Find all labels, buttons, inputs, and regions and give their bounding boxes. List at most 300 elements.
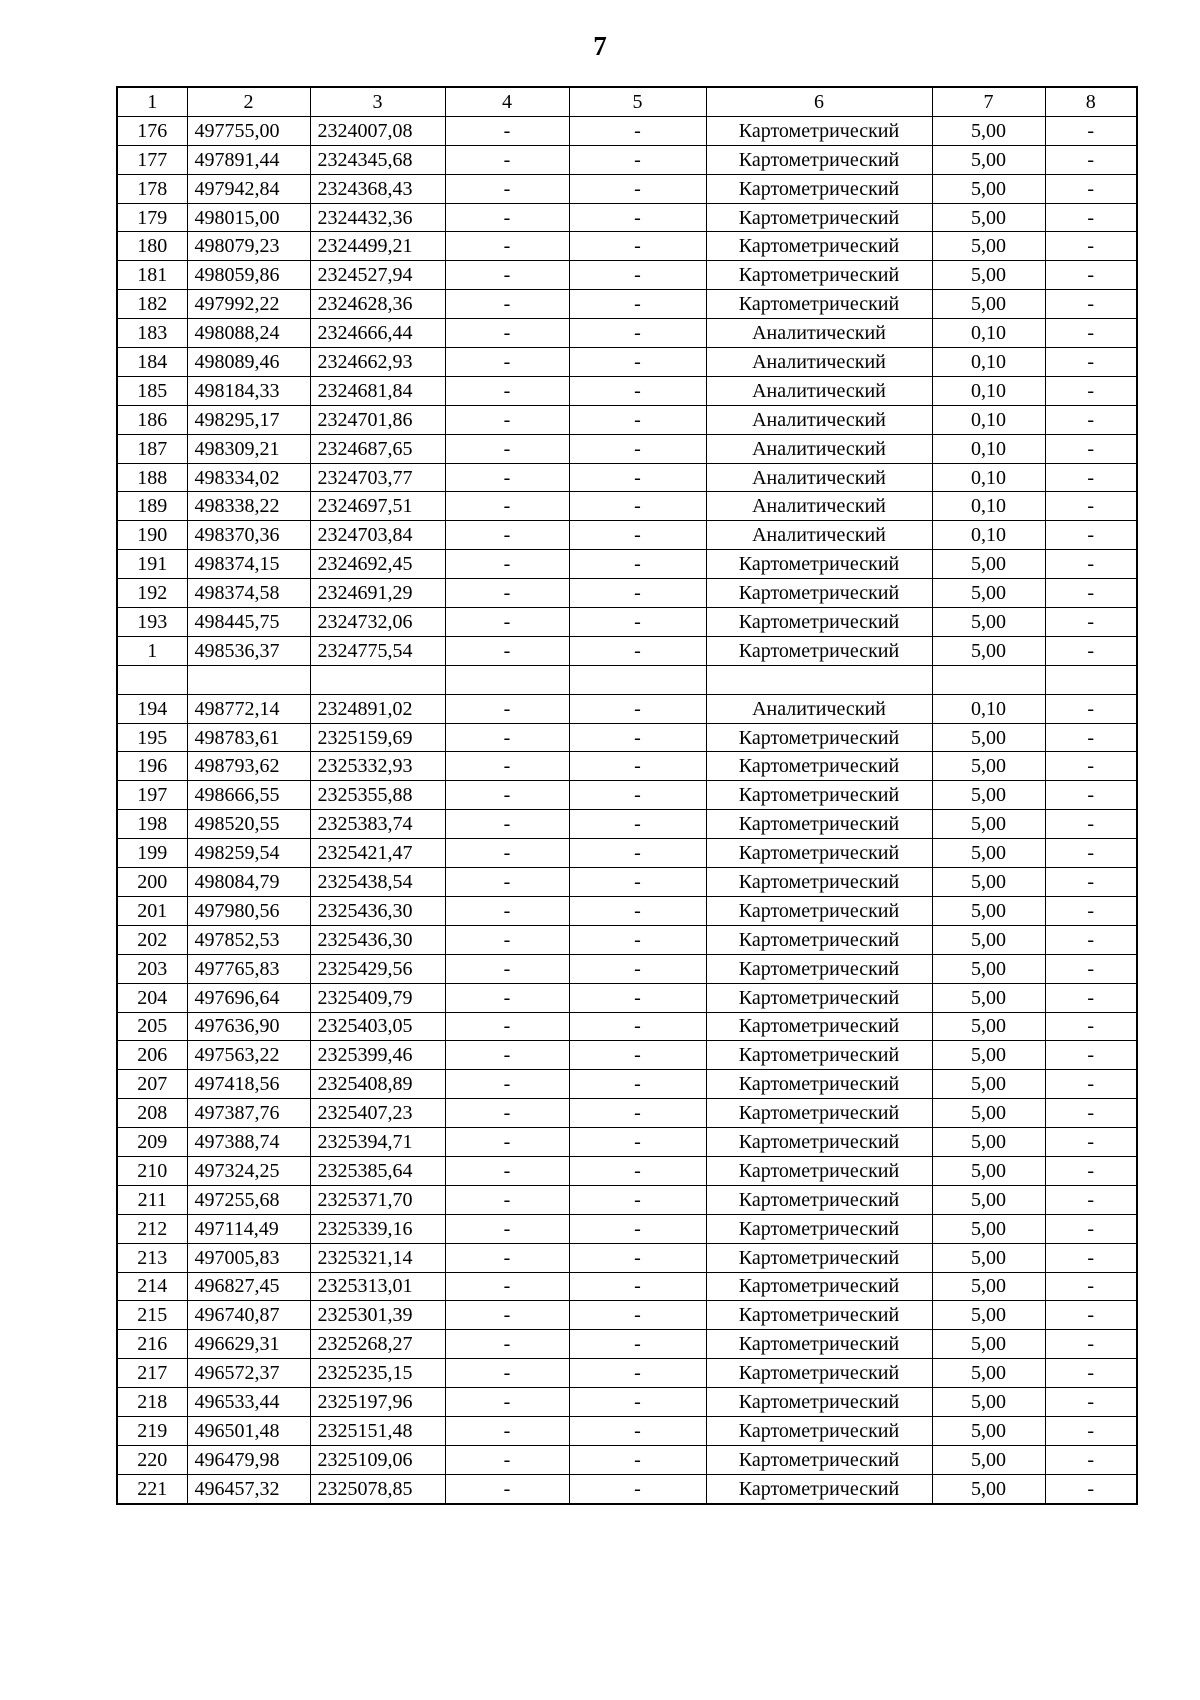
method-cell: Картометрический — [706, 1301, 932, 1330]
col-5-cell: - — [569, 376, 706, 405]
accuracy-cell: 5,00 — [932, 1214, 1045, 1243]
method-cell: Картометрический — [706, 1185, 932, 1214]
col-4-cell: - — [445, 694, 569, 723]
coord-x-cell: 498079,23 — [187, 232, 310, 261]
accuracy-cell: 5,00 — [932, 608, 1045, 637]
col-8-cell: - — [1045, 405, 1137, 434]
accuracy-cell: 5,00 — [932, 550, 1045, 579]
point-number-cell: 193 — [117, 608, 187, 637]
method-cell: Картометрический — [706, 145, 932, 174]
point-number-cell: 177 — [117, 145, 187, 174]
coord-x-cell: 496629,31 — [187, 1330, 310, 1359]
table-row — [117, 1070, 1137, 1099]
accuracy-cell: 5,00 — [932, 1388, 1045, 1417]
method-cell: Аналитический — [706, 463, 932, 492]
coordinates-table — [116, 86, 1138, 1505]
col-5-cell: - — [569, 116, 706, 145]
method-cell: Картометрический — [706, 1474, 932, 1503]
table-row — [117, 1301, 1137, 1330]
col-5-cell: - — [569, 810, 706, 839]
coord-y-cell: 2324007,08 — [310, 116, 445, 145]
method-cell: Аналитический — [706, 434, 932, 463]
col-4-cell: - — [445, 319, 569, 348]
accuracy-cell: 5,00 — [932, 232, 1045, 261]
accuracy-cell: 5,00 — [932, 636, 1045, 665]
col-8-cell: - — [1045, 694, 1137, 723]
table-row — [117, 348, 1137, 377]
col-8-cell: - — [1045, 839, 1137, 868]
col-8-cell: - — [1045, 261, 1137, 290]
coord-x-cell: 498089,46 — [187, 348, 310, 377]
col-4-cell: - — [445, 1445, 569, 1474]
col-4-cell: - — [445, 203, 569, 232]
col-5-cell — [569, 665, 706, 694]
method-cell: Картометрический — [706, 550, 932, 579]
accuracy-cell: 5,00 — [932, 1070, 1045, 1099]
table-body — [117, 87, 1137, 1504]
col-4-cell: - — [445, 636, 569, 665]
point-number-cell — [117, 665, 187, 694]
col-5-cell: - — [569, 1330, 706, 1359]
col-8-cell: - — [1045, 1128, 1137, 1157]
point-number-cell: 211 — [117, 1185, 187, 1214]
coord-x-cell: 498084,79 — [187, 868, 310, 897]
col-5-cell: - — [569, 1388, 706, 1417]
point-number-cell: 180 — [117, 232, 187, 261]
coord-y-cell: 2325394,71 — [310, 1128, 445, 1157]
col-4-cell: - — [445, 492, 569, 521]
table-row — [117, 608, 1137, 637]
col-8-cell: - — [1045, 1070, 1137, 1099]
coord-y-cell: 2325408,89 — [310, 1070, 445, 1099]
table-row — [117, 579, 1137, 608]
method-cell: Картометрический — [706, 1445, 932, 1474]
coord-y-cell: 2325438,54 — [310, 868, 445, 897]
coord-y-cell: 2325235,15 — [310, 1359, 445, 1388]
col-4-cell: - — [445, 810, 569, 839]
coord-y-cell: 2324703,84 — [310, 521, 445, 550]
point-number-cell: 207 — [117, 1070, 187, 1099]
coord-x-cell: 498374,15 — [187, 550, 310, 579]
col-5-cell: - — [569, 463, 706, 492]
coord-y-cell: 2324662,93 — [310, 348, 445, 377]
accuracy-cell: 5,00 — [932, 1272, 1045, 1301]
coord-x-cell: 496457,32 — [187, 1474, 310, 1503]
table-row — [117, 290, 1137, 319]
col-8-cell: - — [1045, 896, 1137, 925]
coord-x-cell: 498772,14 — [187, 694, 310, 723]
col-8-cell: - — [1045, 1012, 1137, 1041]
method-cell: Картометрический — [706, 810, 932, 839]
col-5-cell: - — [569, 1243, 706, 1272]
col-5-cell: - — [569, 203, 706, 232]
col-4-cell: - — [445, 868, 569, 897]
col-8-cell: - — [1045, 550, 1137, 579]
col-4-cell — [445, 665, 569, 694]
coord-y-cell: 2325371,70 — [310, 1185, 445, 1214]
table-row — [117, 1012, 1137, 1041]
col-5-cell: - — [569, 145, 706, 174]
method-cell: Аналитический — [706, 521, 932, 550]
coord-y-cell: 2325151,48 — [310, 1416, 445, 1445]
coord-y-cell: 2324687,65 — [310, 434, 445, 463]
col-5-cell: - — [569, 1185, 706, 1214]
coord-x-cell: 496501,48 — [187, 1416, 310, 1445]
col-8-cell: - — [1045, 434, 1137, 463]
col-8-cell: - — [1045, 145, 1137, 174]
col-4-cell: - — [445, 1156, 569, 1185]
col-4-cell: - — [445, 376, 569, 405]
coord-x-cell: 497388,74 — [187, 1128, 310, 1157]
coord-y-cell: 2324775,54 — [310, 636, 445, 665]
method-cell: Картометрический — [706, 232, 932, 261]
table-row — [117, 1214, 1137, 1243]
col-4-cell: - — [445, 1243, 569, 1272]
method-cell: Картометрический — [706, 1041, 932, 1070]
col-4-cell: - — [445, 723, 569, 752]
method-cell: Картометрический — [706, 1128, 932, 1157]
point-number-cell: 194 — [117, 694, 187, 723]
accuracy-cell: 5,00 — [932, 1416, 1045, 1445]
coord-y-cell: 2325429,56 — [310, 954, 445, 983]
accuracy-cell: 5,00 — [932, 290, 1045, 319]
accuracy-cell: 5,00 — [932, 1243, 1045, 1272]
method-cell: Аналитический — [706, 376, 932, 405]
col-8-cell: - — [1045, 174, 1137, 203]
col-5-cell: - — [569, 1041, 706, 1070]
method-cell: Картометрический — [706, 983, 932, 1012]
col-4-cell: - — [445, 1099, 569, 1128]
col-4-cell: - — [445, 1012, 569, 1041]
method-cell: Картометрический — [706, 1214, 932, 1243]
coord-x-cell: 496479,98 — [187, 1445, 310, 1474]
coord-x-cell: 498184,33 — [187, 376, 310, 405]
accuracy-cell: 5,00 — [932, 116, 1045, 145]
accuracy-cell: 5,00 — [932, 839, 1045, 868]
col-4-cell: - — [445, 1214, 569, 1243]
method-cell: Картометрический — [706, 1359, 932, 1388]
coord-y-cell: 2325332,93 — [310, 752, 445, 781]
col-8-cell: - — [1045, 1330, 1137, 1359]
table-row — [117, 145, 1137, 174]
accuracy-cell: 0,10 — [932, 492, 1045, 521]
col-8-cell: - — [1045, 376, 1137, 405]
coord-y-cell: 2324703,77 — [310, 463, 445, 492]
column-header: 3 — [310, 87, 445, 116]
accuracy-cell: 5,00 — [932, 203, 1045, 232]
accuracy-cell: 5,00 — [932, 579, 1045, 608]
accuracy-cell: 5,00 — [932, 896, 1045, 925]
col-4-cell: - — [445, 463, 569, 492]
coord-x-cell: 497005,83 — [187, 1243, 310, 1272]
table-row — [117, 1243, 1137, 1272]
table-row — [117, 723, 1137, 752]
col-5-cell: - — [569, 1214, 706, 1243]
point-number-cell: 196 — [117, 752, 187, 781]
coord-y-cell: 2325197,96 — [310, 1388, 445, 1417]
col-8-cell — [1045, 665, 1137, 694]
accuracy-cell: 0,10 — [932, 694, 1045, 723]
accuracy-cell: 5,00 — [932, 1099, 1045, 1128]
col-4-cell: - — [445, 1301, 569, 1330]
method-cell — [706, 665, 932, 694]
coord-y-cell: 2324666,44 — [310, 319, 445, 348]
table-row — [117, 376, 1137, 405]
col-5-cell: - — [569, 1128, 706, 1157]
table-row — [117, 261, 1137, 290]
coord-y-cell: 2325301,39 — [310, 1301, 445, 1330]
point-number-cell: 187 — [117, 434, 187, 463]
accuracy-cell: 5,00 — [932, 925, 1045, 954]
col-8-cell: - — [1045, 232, 1137, 261]
col-8-cell: - — [1045, 1474, 1137, 1503]
method-cell: Картометрический — [706, 1099, 932, 1128]
col-5-cell: - — [569, 1445, 706, 1474]
accuracy-cell: 5,00 — [932, 1474, 1045, 1503]
point-number-cell: 192 — [117, 579, 187, 608]
point-number-cell: 220 — [117, 1445, 187, 1474]
method-cell: Картометрический — [706, 203, 932, 232]
accuracy-cell: 5,00 — [932, 781, 1045, 810]
col-4-cell: - — [445, 116, 569, 145]
col-5-cell: - — [569, 608, 706, 637]
column-header: 4 — [445, 87, 569, 116]
col-5-cell: - — [569, 434, 706, 463]
coord-x-cell: 498445,75 — [187, 608, 310, 637]
column-header: 1 — [117, 87, 187, 116]
table-row — [117, 752, 1137, 781]
col-4-cell: - — [445, 521, 569, 550]
table-row — [117, 1359, 1137, 1388]
accuracy-cell: 5,00 — [932, 1156, 1045, 1185]
coord-y-cell: 2324527,94 — [310, 261, 445, 290]
col-8-cell: - — [1045, 636, 1137, 665]
col-5-cell: - — [569, 579, 706, 608]
coord-y-cell: 2324692,45 — [310, 550, 445, 579]
coord-y-cell: 2324368,43 — [310, 174, 445, 203]
coord-x-cell — [187, 665, 310, 694]
method-cell: Картометрический — [706, 925, 932, 954]
point-number-cell: 208 — [117, 1099, 187, 1128]
col-4-cell: - — [445, 983, 569, 1012]
method-cell: Картометрический — [706, 1272, 932, 1301]
table-row — [117, 954, 1137, 983]
col-5-cell: - — [569, 636, 706, 665]
method-cell: Картометрический — [706, 781, 932, 810]
coord-x-cell: 497992,22 — [187, 290, 310, 319]
col-5-cell: - — [569, 1272, 706, 1301]
col-8-cell: - — [1045, 521, 1137, 550]
point-number-cell: 212 — [117, 1214, 187, 1243]
method-cell: Аналитический — [706, 319, 932, 348]
col-5-cell: - — [569, 694, 706, 723]
table-row — [117, 521, 1137, 550]
point-number-cell: 189 — [117, 492, 187, 521]
coord-x-cell: 498370,36 — [187, 521, 310, 550]
point-number-cell: 221 — [117, 1474, 187, 1503]
col-4-cell: - — [445, 1272, 569, 1301]
col-5-cell: - — [569, 319, 706, 348]
point-number-cell: 201 — [117, 896, 187, 925]
method-cell: Картометрический — [706, 1012, 932, 1041]
point-number-cell: 181 — [117, 261, 187, 290]
coord-y-cell: 2325407,23 — [310, 1099, 445, 1128]
coord-x-cell: 496533,44 — [187, 1388, 310, 1417]
col-4-cell: - — [445, 1474, 569, 1503]
accuracy-cell: 5,00 — [932, 145, 1045, 174]
col-5-cell: - — [569, 1301, 706, 1330]
point-number-cell: 205 — [117, 1012, 187, 1041]
col-5-cell: - — [569, 781, 706, 810]
method-cell: Аналитический — [706, 348, 932, 377]
coord-y-cell: 2325321,14 — [310, 1243, 445, 1272]
col-5-cell: - — [569, 261, 706, 290]
coord-y-cell: 2325409,79 — [310, 983, 445, 1012]
table-row — [117, 925, 1137, 954]
point-number-cell: 214 — [117, 1272, 187, 1301]
coord-y-cell: 2325109,06 — [310, 1445, 445, 1474]
col-5-cell: - — [569, 348, 706, 377]
table-row — [117, 810, 1137, 839]
accuracy-cell — [932, 665, 1045, 694]
col-5-cell: - — [569, 983, 706, 1012]
coord-y-cell: 2325383,74 — [310, 810, 445, 839]
col-4-cell: - — [445, 925, 569, 954]
col-8-cell: - — [1045, 1214, 1137, 1243]
point-number-cell: 178 — [117, 174, 187, 203]
table-row — [117, 839, 1137, 868]
col-4-cell: - — [445, 1070, 569, 1099]
coord-x-cell: 498259,54 — [187, 839, 310, 868]
accuracy-cell: 5,00 — [932, 1445, 1045, 1474]
col-4-cell: - — [445, 1388, 569, 1417]
point-number-cell: 184 — [117, 348, 187, 377]
method-cell: Картометрический — [706, 839, 932, 868]
col-5-cell: - — [569, 1359, 706, 1388]
method-cell: Картометрический — [706, 608, 932, 637]
point-number-cell: 179 — [117, 203, 187, 232]
col-8-cell: - — [1045, 579, 1137, 608]
column-header: 8 — [1045, 87, 1137, 116]
coord-x-cell: 497696,64 — [187, 983, 310, 1012]
col-8-cell: - — [1045, 1359, 1137, 1388]
coord-y-cell: 2324628,36 — [310, 290, 445, 319]
coord-y-cell: 2324732,06 — [310, 608, 445, 637]
table-row — [117, 1041, 1137, 1070]
point-number-cell: 1 — [117, 636, 187, 665]
coord-x-cell: 498309,21 — [187, 434, 310, 463]
method-cell: Картометрический — [706, 723, 932, 752]
accuracy-cell: 5,00 — [932, 1012, 1045, 1041]
accuracy-cell: 5,00 — [932, 1128, 1045, 1157]
table-row — [117, 983, 1137, 1012]
coord-y-cell: 2324697,51 — [310, 492, 445, 521]
coord-x-cell: 497324,25 — [187, 1156, 310, 1185]
accuracy-cell: 0,10 — [932, 376, 1045, 405]
coord-x-cell: 498338,22 — [187, 492, 310, 521]
coord-y-cell: 2325403,05 — [310, 1012, 445, 1041]
table-row — [117, 1388, 1137, 1417]
method-cell: Картометрический — [706, 116, 932, 145]
method-cell: Картометрический — [706, 1070, 932, 1099]
point-number-cell: 215 — [117, 1301, 187, 1330]
accuracy-cell: 5,00 — [932, 1185, 1045, 1214]
col-8-cell: - — [1045, 203, 1137, 232]
point-number-cell: 188 — [117, 463, 187, 492]
coord-y-cell: 2324891,02 — [310, 694, 445, 723]
coord-y-cell: 2325436,30 — [310, 896, 445, 925]
coord-x-cell: 498334,02 — [187, 463, 310, 492]
method-cell: Картометрический — [706, 1388, 932, 1417]
col-5-cell: - — [569, 752, 706, 781]
point-number-cell: 206 — [117, 1041, 187, 1070]
coord-y-cell: 2325421,47 — [310, 839, 445, 868]
col-5-cell: - — [569, 954, 706, 983]
col-5-cell: - — [569, 550, 706, 579]
col-8-cell: - — [1045, 752, 1137, 781]
col-8-cell: - — [1045, 348, 1137, 377]
table-row — [117, 1445, 1137, 1474]
col-5-cell: - — [569, 896, 706, 925]
col-8-cell: - — [1045, 1416, 1137, 1445]
col-4-cell: - — [445, 261, 569, 290]
coord-x-cell: 497255,68 — [187, 1185, 310, 1214]
table-row — [117, 174, 1137, 203]
page-number: 7 — [593, 31, 607, 61]
method-cell: Аналитический — [706, 694, 932, 723]
coord-x-cell: 496740,87 — [187, 1301, 310, 1330]
table-row — [117, 319, 1137, 348]
point-number-cell: 183 — [117, 319, 187, 348]
accuracy-cell: 5,00 — [932, 868, 1045, 897]
coord-x-cell: 498783,61 — [187, 723, 310, 752]
col-4-cell: - — [445, 1330, 569, 1359]
method-cell: Картометрический — [706, 636, 932, 665]
table-row — [117, 1416, 1137, 1445]
point-number-cell: 198 — [117, 810, 187, 839]
col-8-cell: - — [1045, 781, 1137, 810]
accuracy-cell: 0,10 — [932, 405, 1045, 434]
table-row — [117, 492, 1137, 521]
coord-x-cell: 497563,22 — [187, 1041, 310, 1070]
accuracy-cell: 0,10 — [932, 521, 1045, 550]
col-4-cell: - — [445, 290, 569, 319]
col-8-cell: - — [1045, 116, 1137, 145]
col-8-cell: - — [1045, 925, 1137, 954]
method-cell: Картометрический — [706, 290, 932, 319]
col-8-cell: - — [1045, 608, 1137, 637]
col-4-cell: - — [445, 174, 569, 203]
method-cell: Картометрический — [706, 1330, 932, 1359]
accuracy-cell: 0,10 — [932, 463, 1045, 492]
col-8-cell: - — [1045, 868, 1137, 897]
col-8-cell: - — [1045, 1388, 1137, 1417]
table-row — [117, 665, 1137, 694]
point-number-cell: 219 — [117, 1416, 187, 1445]
col-4-cell: - — [445, 896, 569, 925]
col-8-cell: - — [1045, 463, 1137, 492]
table-row — [117, 896, 1137, 925]
table-row — [117, 1330, 1137, 1359]
col-4-cell: - — [445, 405, 569, 434]
method-cell: Аналитический — [706, 492, 932, 521]
col-5-cell: - — [569, 1070, 706, 1099]
col-8-cell: - — [1045, 983, 1137, 1012]
col-4-cell: - — [445, 1185, 569, 1214]
coord-y-cell: 2325339,16 — [310, 1214, 445, 1243]
coord-x-cell: 497114,49 — [187, 1214, 310, 1243]
table-row — [117, 868, 1137, 897]
